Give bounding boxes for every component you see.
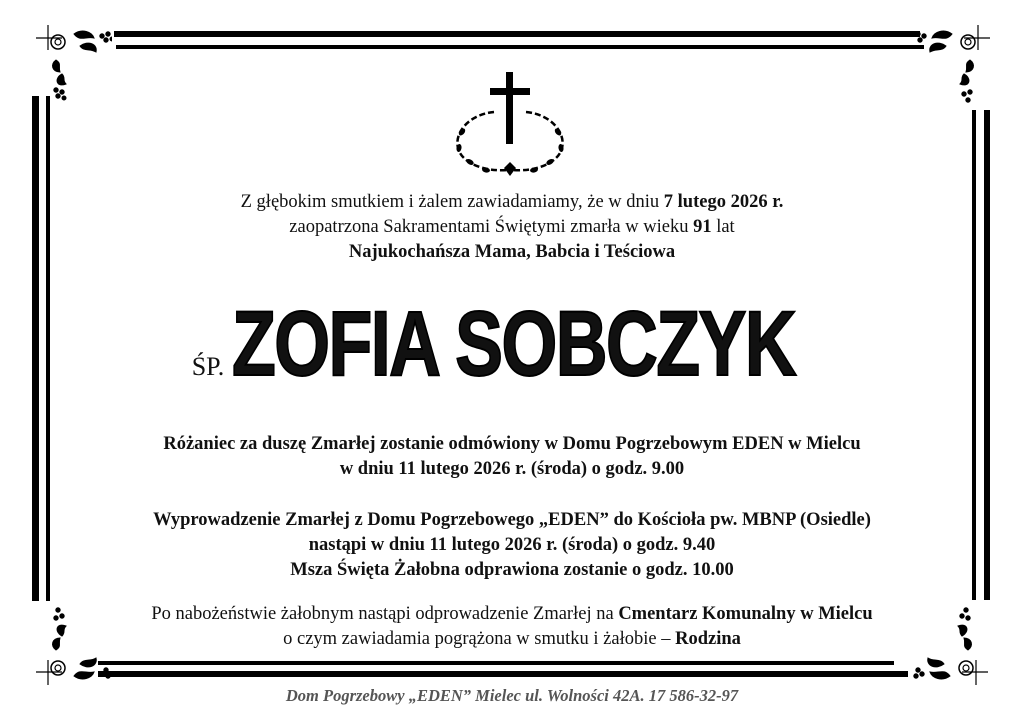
border-top-thin [116, 45, 924, 49]
intro-line-1: Z głębokim smutkiem i żalem zawiadamiamy, że w dniu 7 lutego 2026 r. [240, 192, 784, 212]
procession-info: Wyprowadzenie Zmarłej z Domu Pogrzebowego „EDEN” do Kościoła pw. MBNP (Osiedle) nastąpi w dniu 11 lutego 2026 r. (środa) o godz. 9.40 Msza Święta Żałobna odprawiona zostanie o godz. 10.00 [153, 510, 871, 580]
border-bottom-thick [98, 671, 908, 677]
deceased-name: ZOFIA SOBCZYK [232, 293, 796, 395]
rosary-info: Różaniec za duszę Zmarłej zostanie odmówiony w Domu Pogrzebowym EDEN w Mielcu w dniu 11 lutego 2026 r. (środa) o godz. 9.00 [163, 434, 861, 479]
death-date: 7 lutego 2026 r. [663, 192, 784, 212]
border-top-thick [114, 31, 920, 37]
intro-line-2: zaopatrzona Sakramentami Świętymi zmarła w wieku 91 lat [289, 217, 735, 237]
age: 91 [693, 217, 712, 237]
name-prefix: ŚP. [191, 352, 225, 381]
floral-corner-top-left-icon [22, 20, 112, 110]
cemetery: Cmentarz Komunalny w Mielcu [618, 604, 873, 624]
border-bottom-thin [98, 661, 894, 665]
closing-info: Po nabożeństwie żałobnym nastąpi odprowadzenie Zmarłej na Cmentarz Komunalny w Mielcu o czym zawiadamia pogrążona w smutku i żałobie – Rodzina [151, 604, 873, 649]
deceased-name-row [0, 293, 1024, 395]
family-signature: Rodzina [675, 629, 741, 649]
cross-with-wreath-icon [450, 70, 570, 180]
floral-corner-top-right-icon [914, 20, 1004, 110]
intro-line-3: Najukochańsza Mama, Babcia i Teściowa [348, 242, 676, 262]
intro-text [0, 190, 1024, 265]
funeral-home-footer: Dom Pogrzebowy „EDEN” Mielec ul. Wolności 42A. 17 586-32-97 [285, 686, 739, 705]
